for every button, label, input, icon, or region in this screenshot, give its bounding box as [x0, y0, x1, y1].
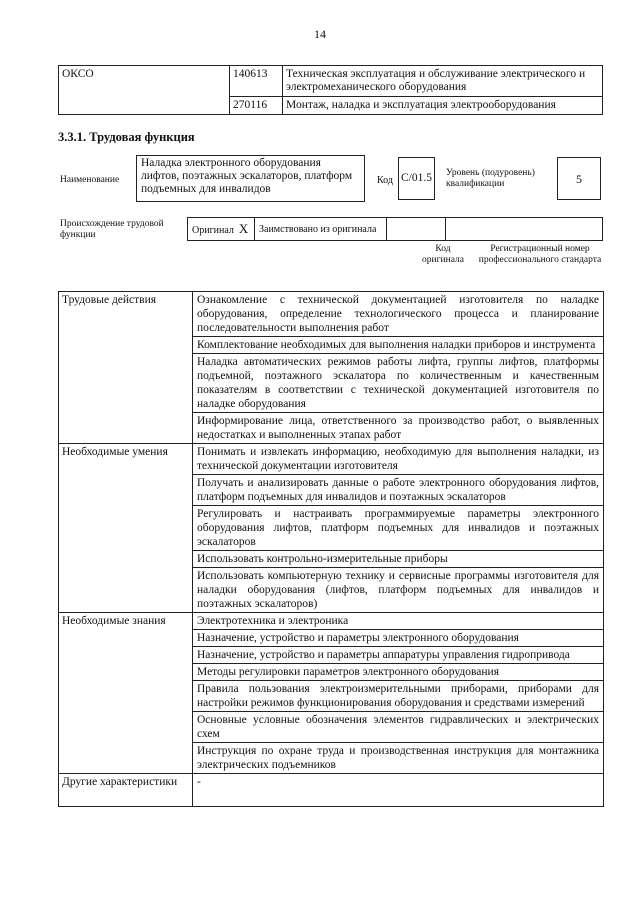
origin-reg-cell	[446, 218, 603, 241]
item-cell: Основные условные обозначения элементов гидравлических и электрических схем	[193, 712, 604, 743]
original-mark: X	[238, 221, 249, 236]
item-cell: Методы регулировки параметров электронного оборудования	[193, 664, 604, 681]
item-cell: Наладка автоматических режимов работы лифта, группы лифтов, платформы подъемной, поэтажного эскалатора по количественным и качественным показателям в соответствии с технической документацией изготовителя по наладке оборудования	[193, 354, 604, 413]
okso-table	[58, 65, 603, 115]
okso-code: 270116	[230, 97, 283, 115]
item-cell: Правила пользования электроизмерительными приборами, приборами для настройки режимов функционирования оборудования и средствами измерений	[193, 681, 604, 712]
okso-code: 140613	[230, 66, 283, 97]
origin-borrowed-cell: Заимствовано из оригинала	[255, 218, 387, 241]
code-label: Код	[377, 175, 393, 186]
item-cell: Использовать контрольно-измерительные приборы	[193, 551, 604, 568]
item-cell: Получать и анализировать данные о работе электронного оборудования лифтов, платформ подъемных для инвалидов и поэтажных эскалаторов	[193, 475, 604, 506]
page-number: 14	[314, 27, 326, 41]
table-row	[59, 444, 604, 475]
item-cell: Ознакомление с технической документацией изготовителя по наладке оборудования, определение технологического процесса и планирование последовательности выполнения работ	[193, 292, 604, 337]
level-label: Уровень (подуровень) квалификации	[446, 168, 535, 189]
function-name-box: Наладка электронного оборудования лифтов, поэтажных эскалаторов, платформ подъемных для инвалидов	[136, 155, 365, 202]
reg-number-caption: Регистрационный номер профессионального стандарта	[478, 244, 602, 265]
origin-label: Происхождение трудовой функции	[60, 219, 164, 240]
table-row	[59, 774, 604, 807]
okso-text: Техническая эксплуатация и обслуживание электрического и электромеханического оборудования	[283, 66, 603, 97]
item-cell: -	[193, 774, 604, 807]
level-value-box: 5	[557, 157, 601, 200]
section-title: 3.3.1. Трудовая функция	[58, 130, 195, 144]
function-details-table	[58, 291, 604, 807]
item-cell: Электротехника и электроника	[193, 613, 604, 630]
item-cell: Назначение, устройство и параметры аппаратуры управления гидропривода	[193, 647, 604, 664]
item-cell: Информирование лица, ответственного за производство работ, о выявленных недостатках и выполненных этапах работ	[193, 413, 604, 444]
origin-original-cell	[188, 218, 255, 241]
item-cell: Назначение, устройство и параметры электронного оборудования	[193, 630, 604, 647]
origin-code-cell	[387, 218, 446, 241]
original-label: Оригинал	[192, 225, 234, 236]
item-cell: Регулировать и настраивать программируемые параметры электронного оборудования лифтов, платформ подъемных для инвалидов и поэтажных эскалаторов	[193, 506, 604, 551]
item-cell: Инструкция по охране труда и производственная инструкция для монтажника электрических подъемников	[193, 743, 604, 774]
okso-label: ОКСО	[59, 66, 230, 115]
category-cell: Необходимые знания	[59, 613, 193, 774]
category-cell: Другие характеристики	[59, 774, 193, 807]
table-row	[59, 613, 604, 630]
table-row	[59, 292, 604, 337]
name-label: Наименование	[60, 175, 120, 185]
category-cell: Необходимые умения	[59, 444, 193, 613]
item-cell: Использовать компьютерную технику и сервисные программы изготовителя для наладки оборудования (лифтов, платформ подъемных для инвалидов и поэтажных эскалаторов)	[193, 568, 604, 613]
category-cell: Трудовые действия	[59, 292, 193, 444]
code-original-caption: Код оригинала	[422, 244, 464, 265]
item-cell: Комплектование необходимых для выполнения наладки приборов и инструмента	[193, 337, 604, 354]
item-cell: Понимать и извлекать информацию, необходимую для выполнения наладки, из технической документации изготовителя	[193, 444, 604, 475]
okso-text: Монтаж, наладка и эксплуатация электрооборудования	[283, 97, 603, 115]
origin-table	[187, 217, 603, 241]
code-value-box: C/01.5	[398, 157, 435, 200]
